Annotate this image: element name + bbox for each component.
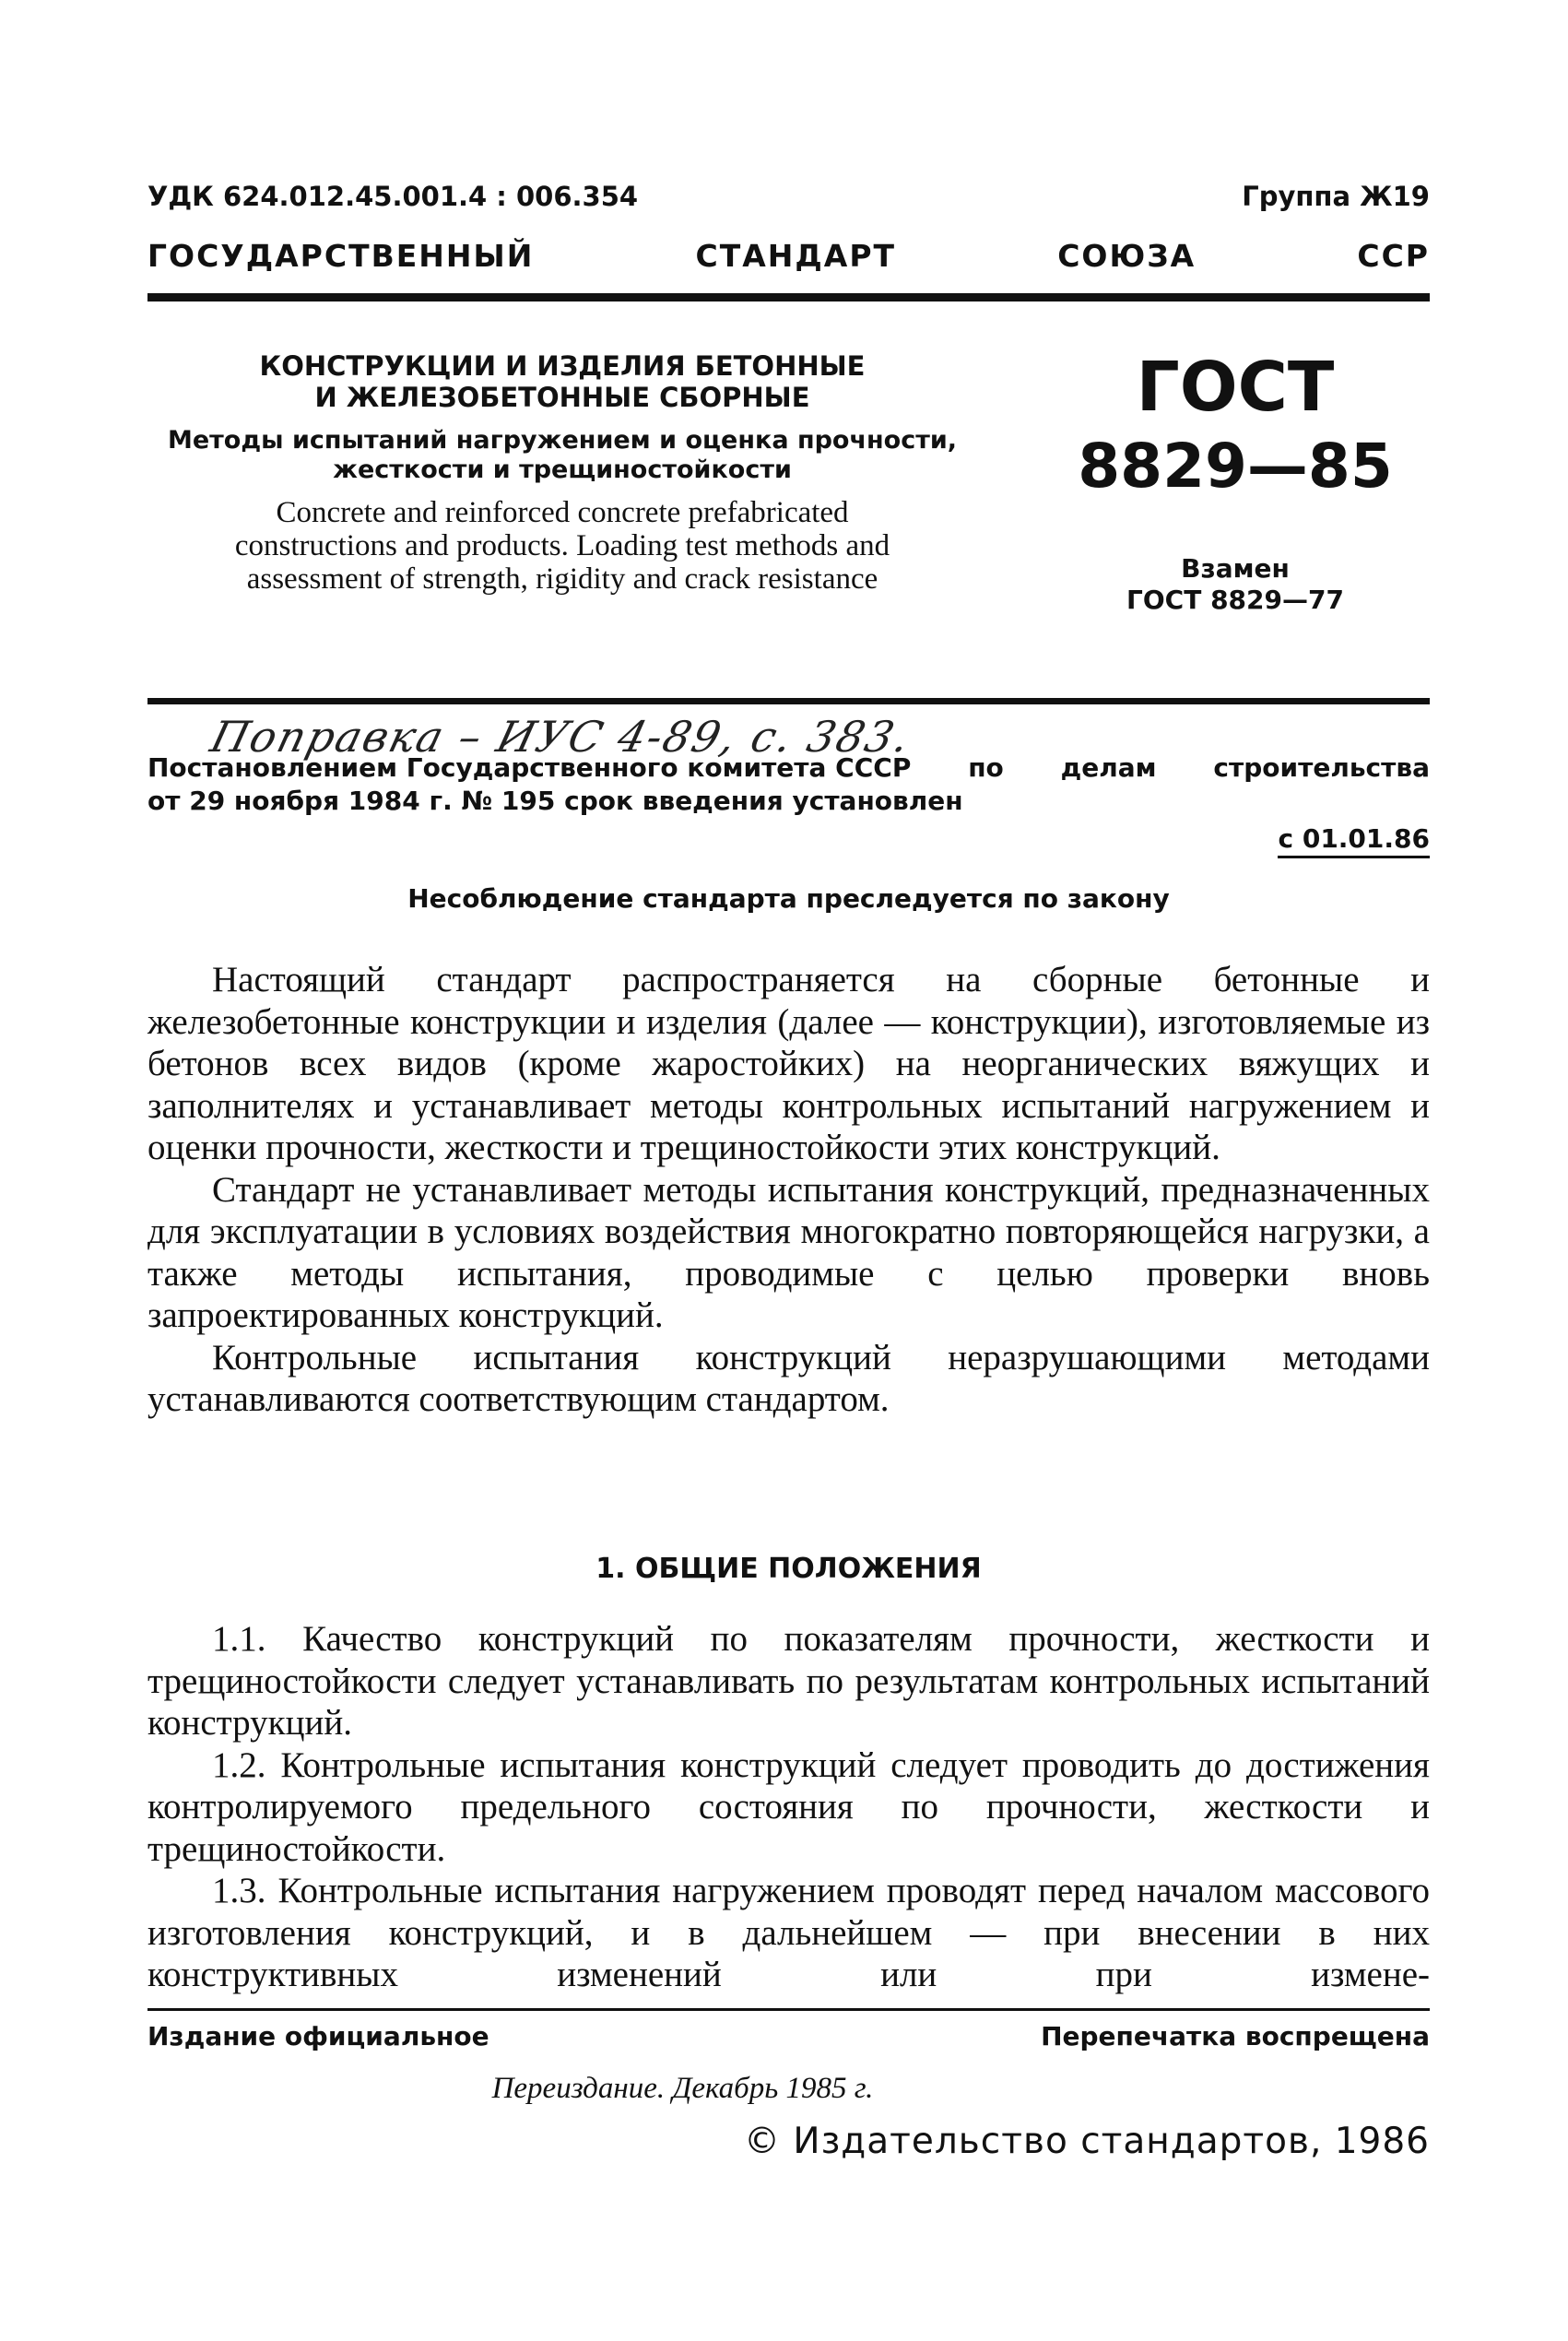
header-rule xyxy=(147,293,1430,301)
banner-word: ГОСУДАРСТВЕННЫЙ xyxy=(147,238,535,274)
effective-date: с 01.01.86 xyxy=(1278,823,1430,858)
section-1-body xyxy=(147,1618,1430,1996)
official-edition: Издание официальное xyxy=(147,2021,489,2051)
paragraph: Настоящий стандарт распространяется на сборные бетонные и железобетонные конструкции и изделия (далее — конструкции), изготовляемые из бетонов всех видов (кроме жаростойких) на неорганических вяжущих и заполнителях и устанавливает методы контрольных испытаний нагружением и оценки прочности, жесткости и трещиностойкости этих конструкций. xyxy=(147,960,1430,1167)
clause: 1.1. Качество конструкций по показателям прочности, жесткости и трещиностойкости следует устанавливать по результатам контрольных испытаний конструкций. xyxy=(147,1619,1430,1743)
section-heading: 1. ОБЩИЕ ПОЛОЖЕНИЯ xyxy=(595,1553,982,1585)
decree-text xyxy=(147,751,1430,818)
footer-rule xyxy=(147,2008,1430,2011)
gost-designation xyxy=(1042,349,1429,616)
copyright: © Издательство стандартов, 1986 xyxy=(744,2121,1430,2162)
clause: 1.3. Контрольные испытания нагружением проводят перед началом массового изготовления конструкций, и в дальнейшем — при внесении в них конструктивных изменений или при измене- xyxy=(147,1871,1430,1994)
banner-word: СОЮЗА xyxy=(1057,238,1197,274)
gost-word: ГОСТ xyxy=(1136,348,1335,427)
paragraph: Контрольные испытания конструкций неразрушающими методами устанавливаются соответствующим стандартом. xyxy=(147,1337,1430,1419)
replaces-value: ГОСТ 8829—77 xyxy=(1126,585,1344,615)
russian-subtitle: Методы испытаний нагружением и оценка прочности, жесткости и трещиностойкости xyxy=(167,426,958,484)
paragraph: Стандарт не устанавливает методы испытания конструкций, предназначенных для эксплуатации в условиях воздействия многократно повторяющейся нагрузки, а также методы испытания, проводимые с целью проверки вновь запроектированных конструкций. xyxy=(147,1169,1430,1335)
banner-word: ССР xyxy=(1357,238,1430,274)
standard-banner xyxy=(147,238,1430,274)
legal-warning: Несоблюдение стандарта преследуется по закону xyxy=(407,883,1170,914)
gost-number: 8829—85 xyxy=(1078,431,1393,502)
replaces-label: Взамен xyxy=(1181,553,1290,584)
udk-code: УДК 624.012.45.001.4 : 006.354 xyxy=(147,181,639,212)
reissue-note: Переиздание. Декабрь 1985 г. xyxy=(491,2072,874,2105)
decree-part: по xyxy=(968,752,1004,783)
title-rule xyxy=(147,698,1430,704)
decree-line-1 xyxy=(147,751,1430,785)
handwritten-amendment-note: Поправка – ИУС 4-89, с. 383. xyxy=(206,712,917,762)
title-block xyxy=(147,350,977,596)
decree-part: делам xyxy=(1060,752,1157,783)
group-code: Группа Ж19 xyxy=(1242,181,1430,212)
banner-word: СТАНДАРТ xyxy=(695,238,897,274)
introduction xyxy=(147,959,1430,1421)
reprint-prohibited: Перепечатка воспрещена xyxy=(1041,2021,1430,2051)
decree-part: Постановлением Государственного комитета СССР xyxy=(147,752,912,783)
clause: 1.2. Контрольные испытания конструкций следует проводить до достижения контролируемого предельного состояния по прочности, жесткости и трещиностойкости. xyxy=(147,1744,1430,1869)
russian-title: КОНСТРУКЦИИ И ИЗДЕЛИЯ БЕТОННЫЕ И ЖЕЛЕЗОБЕТОННЫЕ СБОРНЫЕ xyxy=(259,350,866,413)
decree-line-2: от 29 ноября 1984 г. № 195 срок введения установлен xyxy=(147,786,963,816)
english-title: Concrete and reinforced concrete prefabricated constructions and products. Loading test methods and assessment of strength, rigidity and crack resistance xyxy=(234,496,890,596)
decree-part: строительства xyxy=(1213,752,1430,783)
